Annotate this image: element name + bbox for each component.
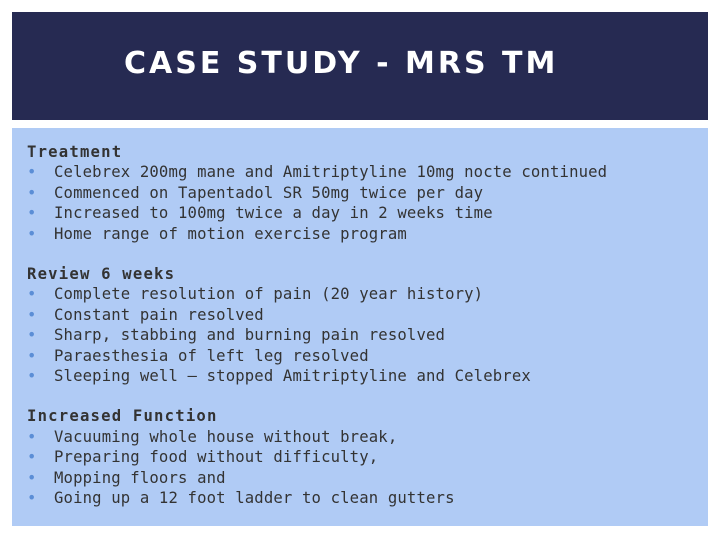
list-item	[27, 325, 707, 345]
list-item-text: Sharp, stabbing and burning pain resolved	[54, 326, 446, 345]
list-item	[27, 346, 707, 366]
list-item-text: Constant pain resolved	[54, 305, 264, 324]
bullet-icon: •	[27, 326, 37, 345]
section-heading: Treatment	[27, 143, 123, 161]
list-item	[27, 284, 707, 304]
list-item-text: Celebrex 200mg mane and Amitriptyline 10mg nocte continued	[54, 163, 608, 182]
slide-content	[27, 142, 707, 529]
list-item-text: Sleeping well – stopped Amitriptyline and Celebrex	[54, 367, 531, 386]
list-item	[27, 305, 707, 325]
section-heading: Increased Function	[27, 407, 218, 426]
bullet-icon: •	[27, 346, 37, 365]
list-item-text: Home range of motion exercise program	[54, 224, 407, 243]
list-item	[27, 366, 707, 386]
list-item	[27, 427, 707, 447]
bullet-icon: •	[27, 285, 37, 304]
list-item	[27, 162, 707, 182]
bullet-icon: •	[27, 163, 37, 182]
slide-title: CASE STUDY - MRS TM	[124, 46, 559, 81]
bullet-icon: •	[27, 224, 37, 243]
bullet-icon: •	[27, 305, 37, 324]
list-item-text: Complete resolution of pain (20 year history)	[54, 285, 484, 304]
list-item	[27, 488, 707, 508]
bullet-icon: •	[27, 448, 37, 467]
bullet-icon: •	[27, 367, 37, 386]
section-treatment	[27, 142, 707, 244]
section-review	[27, 264, 707, 386]
list-item-text: Going up a 12 foot ladder to clean gutters	[54, 489, 455, 508]
list-item	[27, 183, 707, 203]
bullet-icon: •	[27, 204, 37, 223]
list-item	[27, 224, 707, 244]
section-increased-function	[27, 406, 707, 508]
list-item-text: Preparing food without difficulty,	[54, 448, 379, 467]
section-heading: Review 6 weeks	[27, 265, 176, 284]
bullet-icon: •	[27, 468, 37, 487]
list-item	[27, 468, 707, 488]
list-item-text: Vacuuming whole house without break,	[54, 427, 398, 446]
bullet-icon: •	[27, 427, 37, 446]
list-item-text: Increased to 100mg twice a day in 2 weeks time	[54, 204, 493, 223]
bullet-icon: •	[27, 489, 37, 508]
list-item-text: Mopping floors and	[54, 468, 226, 487]
list-item	[27, 447, 707, 467]
list-item	[27, 203, 707, 223]
list-item-text: Paraesthesia of left leg resolved	[54, 346, 369, 365]
list-item-text: Commenced on Tapentadol SR 50mg twice per day	[54, 183, 484, 202]
bullet-icon: •	[27, 183, 37, 202]
